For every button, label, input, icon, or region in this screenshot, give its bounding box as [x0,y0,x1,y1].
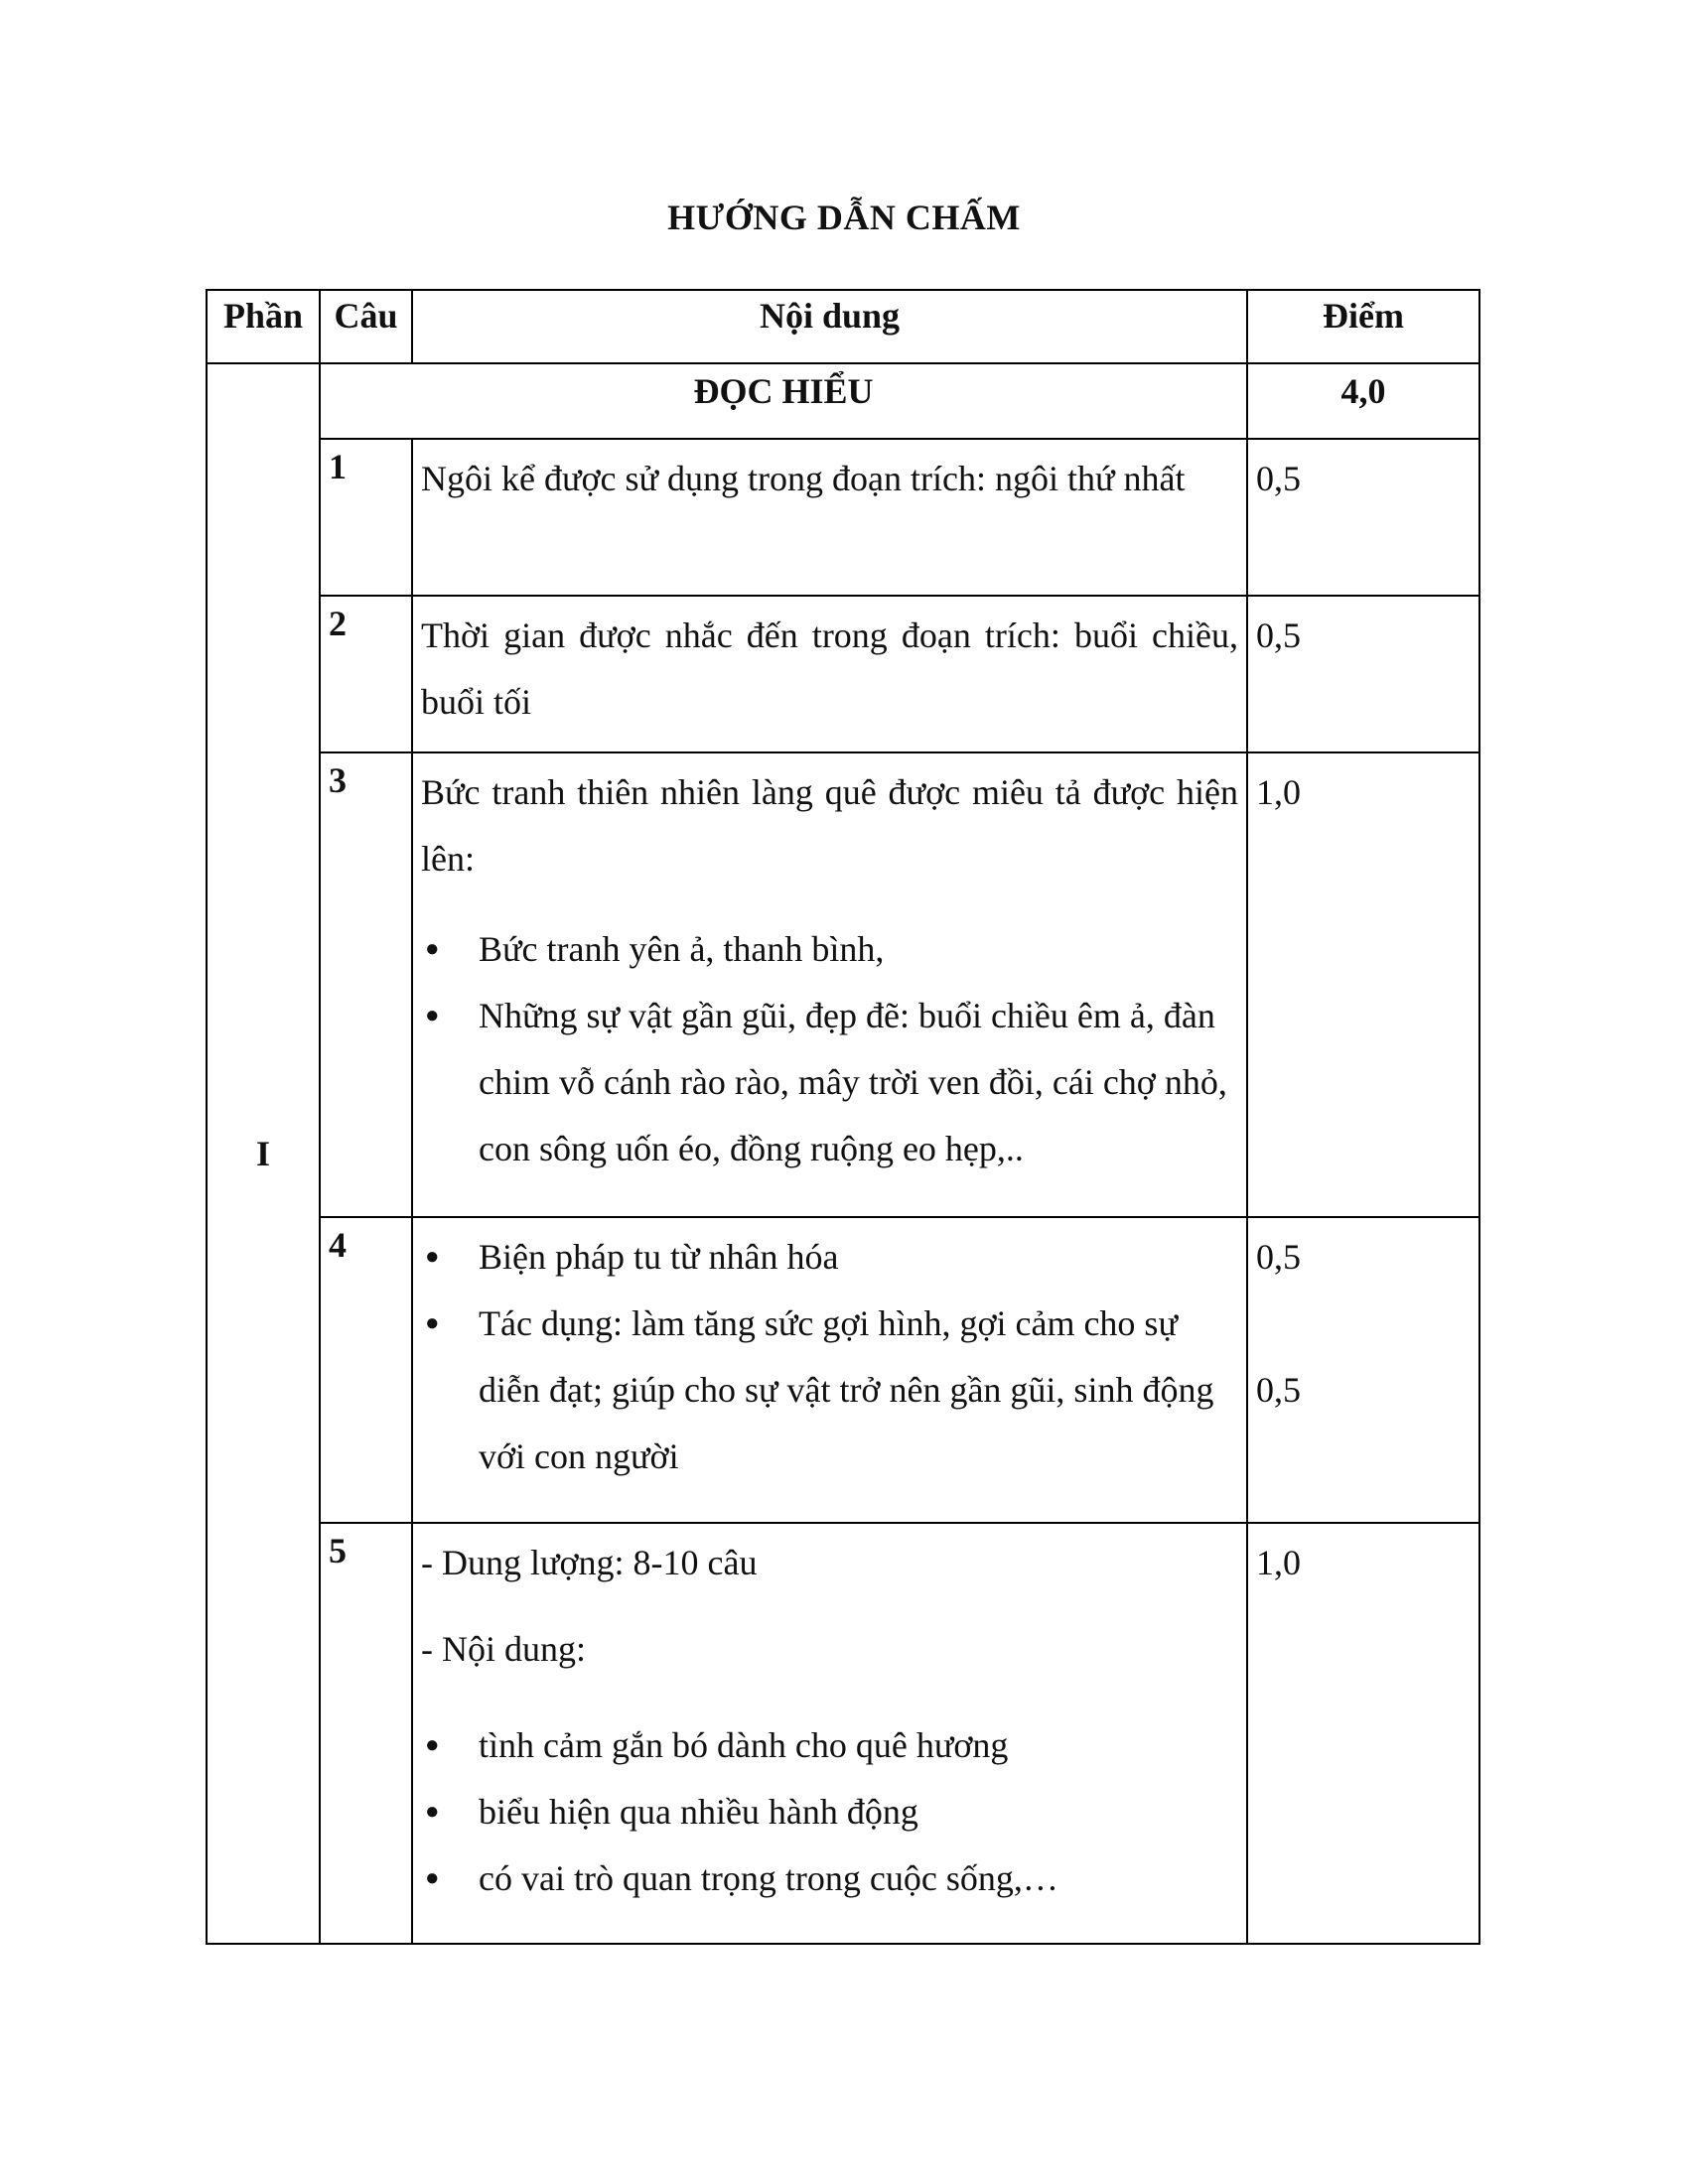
answer-line: - Nội dung: [421,1629,586,1669]
grading-table [206,289,1480,1945]
answer-text: Ngôi kể được sử dụng trong đoạn trích: ngôi thứ nhất [412,439,1247,596]
table-row [207,1523,1479,1944]
bullet-item: ● Biện pháp tu từ nhân hóa [421,1224,1238,1291]
bullet-item: ● có vai trò quan trọng trong cuộc sống,… [421,1845,1238,1912]
question-score: 1,0 [1247,752,1479,1217]
section-row [207,363,1479,439]
header-cau: Câu [320,290,412,363]
question-number: 4 [320,1217,412,1523]
header-phan: Phần [207,290,320,363]
section-score: 4,0 [1247,363,1479,439]
table-row [207,752,1479,1217]
table-row [207,439,1479,596]
header-noi-dung: Nội dung [412,290,1247,363]
section-title: ĐỌC HIỂU [320,363,1247,439]
bullet-item: ● Tác dụng: làm tăng sức gợi hình, gợi cảm cho sự diễn đạt; giúp cho sự vật trở nên gần gũi, sinh động với con người [421,1291,1238,1490]
question-number: 2 [320,596,412,752]
page-title: HƯỚNG DẪN CHẤM [667,198,1021,237]
question-number: 1 [320,439,412,596]
bullet-item: ● tình cảm gắn bó dành cho quê hương [421,1712,1238,1779]
bullet-item: ● Bức tranh yên ả, thanh bình, [421,916,1238,983]
answer-text: Bức tranh thiên nhiên làng quê được miêu tả được hiện lên: [421,772,1238,879]
question-score: 0,5 [1256,1370,1301,1410]
question-score: 0,5 [1247,596,1479,752]
question-scores [1247,1217,1479,1523]
question-number: 5 [320,1523,412,1944]
question-score: 1,0 [1247,1523,1479,1944]
question-score: 0,5 [1247,439,1479,596]
question-score: 0,5 [1256,1237,1301,1277]
answer-content [412,1217,1247,1523]
bullet-item: ● biểu hiện qua nhiều hành động [421,1779,1238,1845]
header-diem: Điểm [1247,290,1479,363]
section-label: I [207,363,320,1944]
table-row [207,1217,1479,1523]
table-row [207,596,1479,752]
answer-line: - Dung lượng: 8-10 câu [421,1543,758,1582]
bullet-item: ● Những sự vật gần gũi, đẹp đẽ: buổi chiều êm ả, đàn chim vỗ cánh rào rào, mây trời ven đồi, cái chợ nhỏ, con sông uốn éo, đồng ruộng eo hẹp,.. [421,983,1238,1182]
question-number: 3 [320,752,412,1217]
header-row [207,290,1479,363]
answer-text: Thời gian được nhắc đến trong đoạn trích: buổi chiều, buổi tối [412,596,1247,752]
answer-content [412,1523,1247,1944]
answer-content [412,752,1247,1217]
